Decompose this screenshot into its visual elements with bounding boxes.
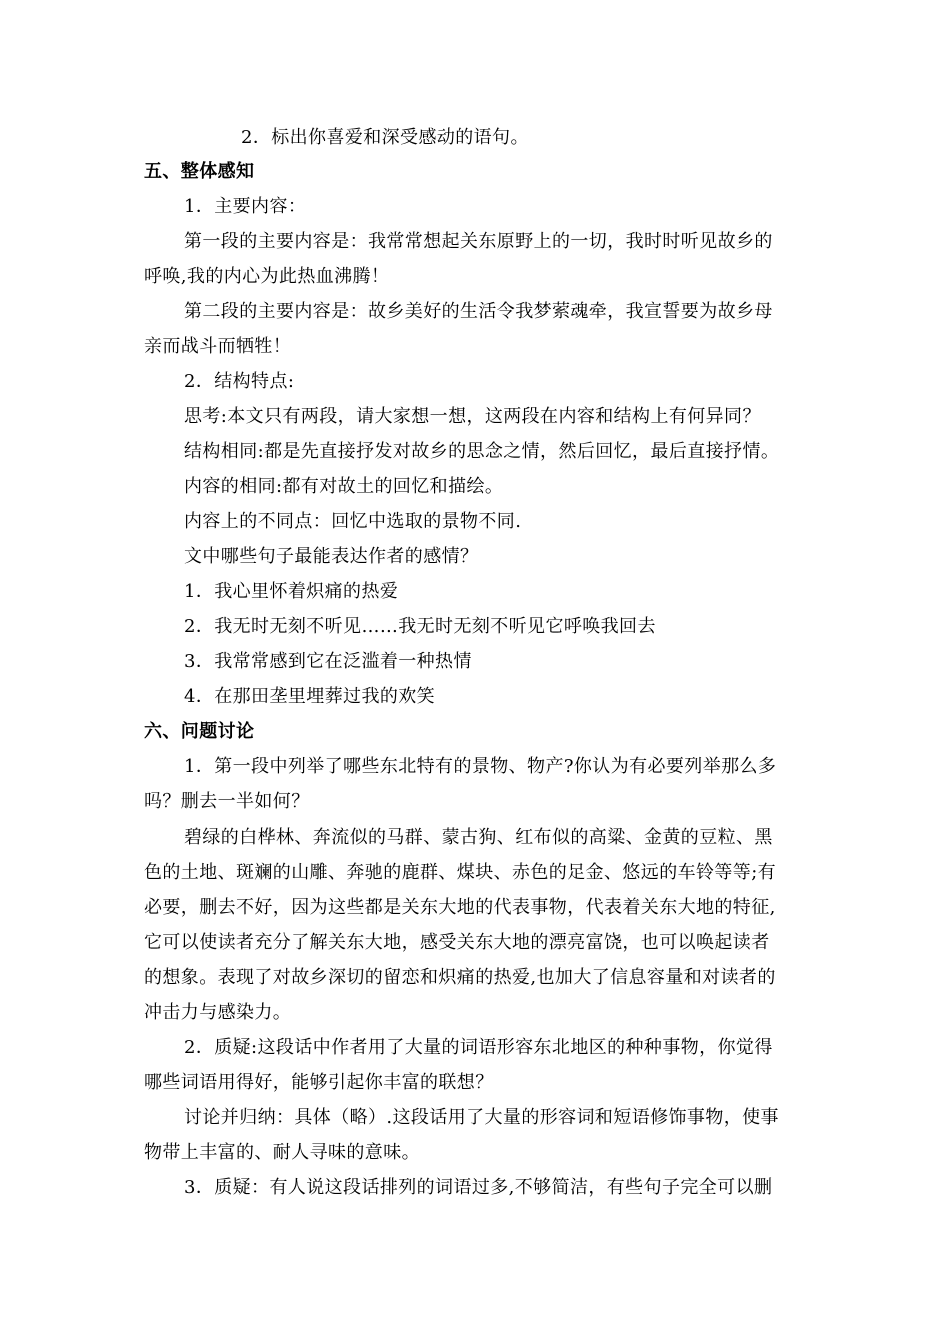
paragraph-line: 讨论并归纳：具体（略）.这段话用了大量的形容词和短语修饰事物，使事 (184, 1107, 779, 1128)
paragraph-line: 内容上的不同点：回忆中选取的景物不同. (184, 511, 522, 532)
paragraph-line: 内容的相同:都有对故土的回忆和描绘。 (184, 476, 504, 497)
paragraph-line: 必要，删去不好，因为这些都是关东大地的代表事物，代表着关东大地的特征, (144, 897, 776, 918)
paragraph-line: 物带上丰富的、耐人寻味的意味。 (144, 1142, 420, 1163)
paragraph-line: 2．质疑:这段话中作者用了大量的词语形容东北地区的种种事物，你觉得 (184, 1037, 773, 1058)
paragraph-line: 1．第一段中列举了哪些东北特有的景物、物产?你认为有必要列举那么多 (184, 756, 777, 777)
list-item: 3．我常常感到它在泛滥着一种热情 (184, 651, 472, 672)
paragraph-line: 色的土地、斑斓的山雕、奔驰的鹿群、煤块、赤色的足金、悠远的车铃等等;有 (144, 862, 777, 883)
list-item: 2．我无时无刻不听见……我无时无刻不听见它呼唤我回去 (184, 616, 656, 637)
section-heading-overall-perception: 五、整体感知 (144, 161, 255, 182)
paragraph-line: 冲击力与感染力。 (144, 1002, 292, 1023)
section-heading-discussion: 六、问题讨论 (144, 721, 255, 742)
list-item-mark-sentences: 2．标出你喜爱和深受感动的语句。 (241, 127, 529, 148)
paragraph-line: 文中哪些句子最能表达作者的感情？ (184, 546, 479, 567)
paragraph-line: 亲而战斗而牺牲！ (144, 336, 292, 357)
list-item: 1．我心里怀着炽痛的热爱 (184, 581, 399, 602)
paragraph-line: 吗？删去一半如何？ (144, 791, 310, 812)
paragraph-line: 思考:本文只有两段，请大家想一想，这两段在内容和结构上有何异同？ (184, 406, 761, 427)
paragraph-line: 第二段的主要内容是：故乡美好的生活令我梦萦魂牵，我宣誓要为故乡母 (184, 301, 773, 322)
paragraph-line: 它可以使读者充分了解关东大地，感受关东大地的漂亮富饶，也可以唤起读者 (144, 932, 770, 953)
paragraph-line: 哪些词语用得好，能够引起你丰富的联想？ (144, 1072, 494, 1093)
paragraph-line: 3．质疑：有人说这段话排列的词语过多,不够简洁，有些句子完全可以删 (184, 1177, 773, 1198)
subheading-structure: 2．结构特点: (184, 371, 295, 392)
paragraph-line: 碧绿的白桦林、奔流似的马群、蒙古狗、红布似的高粱、金黄的豆粒、黑 (184, 827, 773, 848)
paragraph-line: 第一段的主要内容是：我常常想起关东原野上的一切，我时时听见故乡的 (184, 231, 773, 252)
list-item: 4．在那田垄里埋葬过我的欢笑 (184, 686, 436, 707)
paragraph-line: 结构相同:都是先直接抒发对故乡的思念之情，然后回忆，最后直接抒情。 (184, 441, 780, 462)
paragraph-line: 呼唤,我的内心为此热血沸腾！ (144, 266, 390, 287)
subheading-main-content: 1．主要内容： (184, 196, 307, 217)
paragraph-line: 的想象。表现了对故乡深切的留恋和炽痛的热爱,也加大了信息容量和对读者的 (144, 967, 776, 988)
